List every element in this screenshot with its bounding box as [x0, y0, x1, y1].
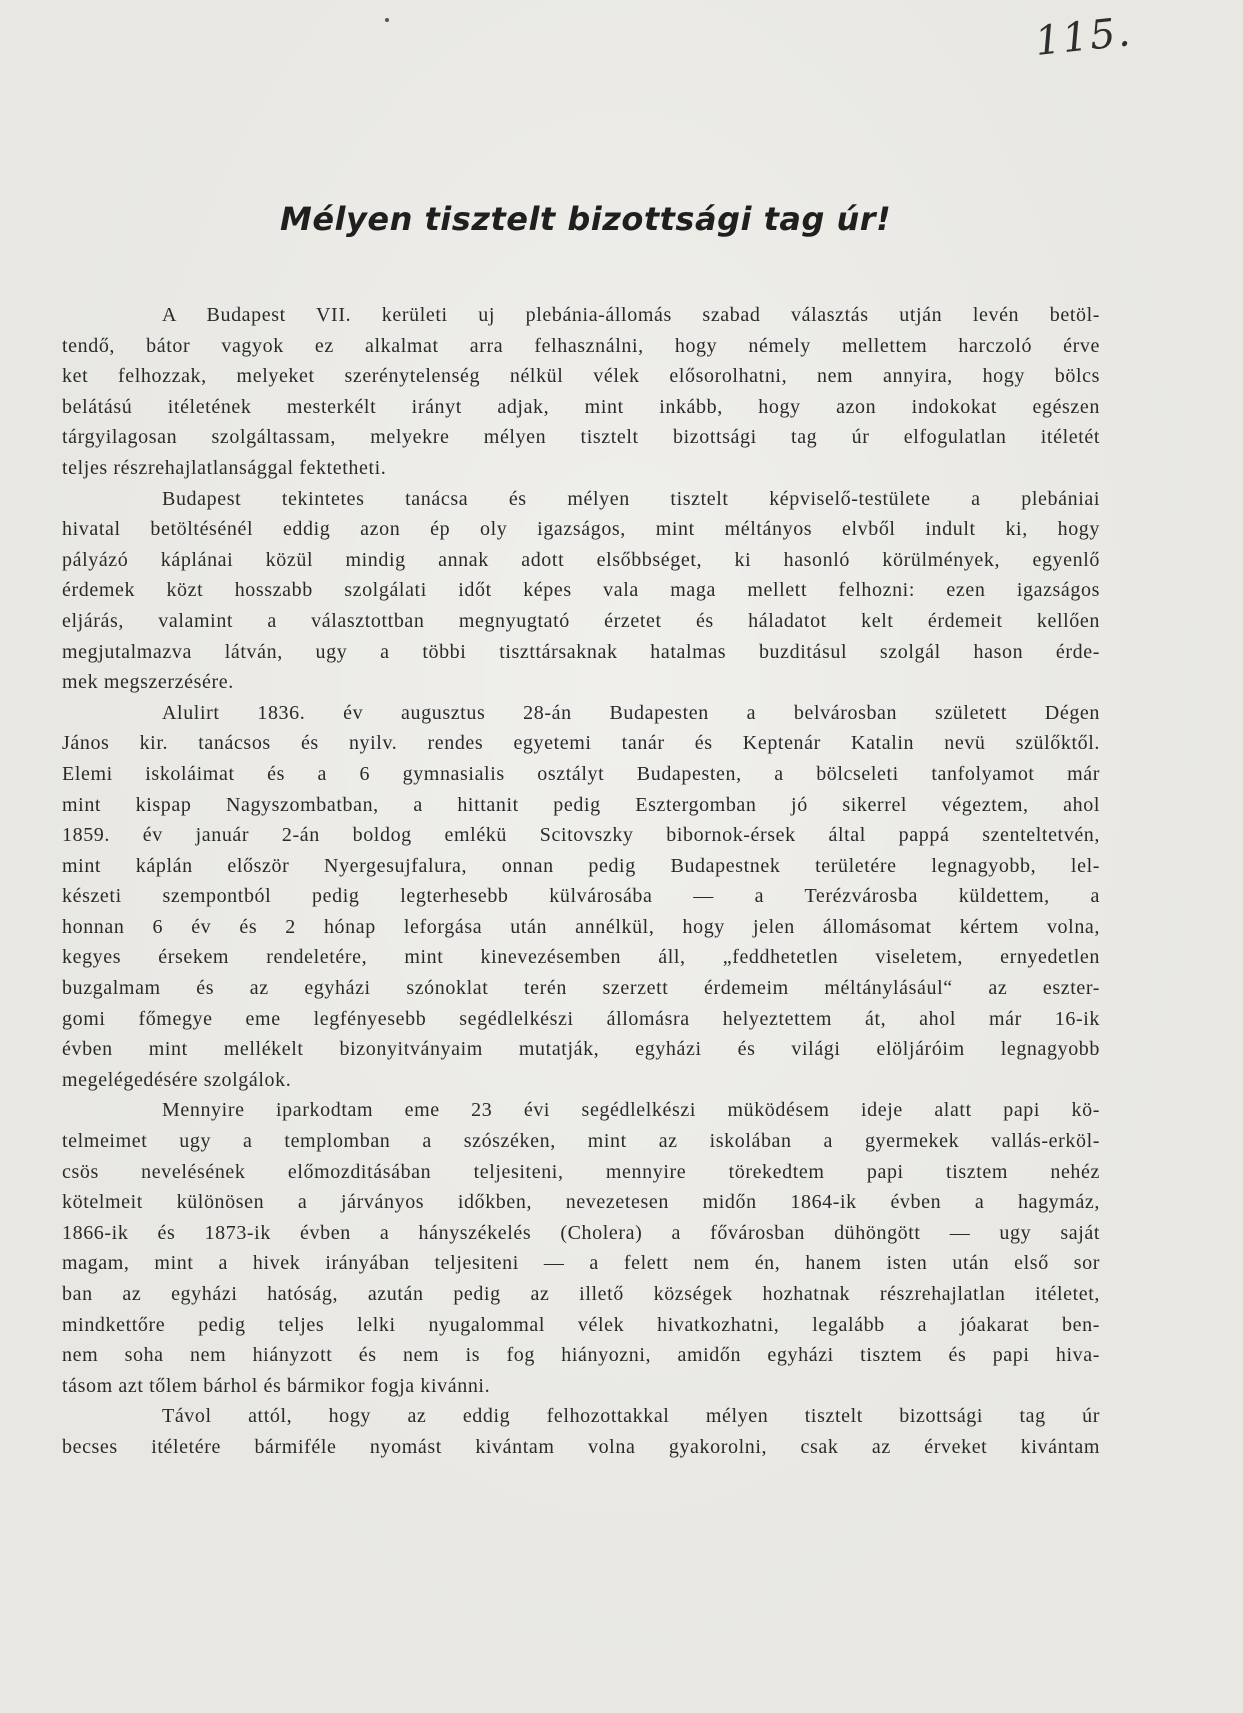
text-line: mek megszerzésére.	[62, 671, 234, 694]
text-line: 1859. év január 2-án boldog emlékü Scitovszky bibornok-érsek által pappá szenteltetvén,	[62, 824, 1100, 847]
text-line: Elemi iskoláimat és a 6 gymnasialis osztályt Budapesten, a bölcseleti tanfolyamot már	[62, 762, 1100, 785]
text-line: honnan 6 év és 2 hónap leforgása után annélkül, hogy jelen állomásomat kértem volna,	[62, 915, 1100, 938]
text-line: Alulirt 1836. év augusztus 28-án Budapesten a belvárosban született Dégen	[162, 701, 1100, 724]
ink-speck	[385, 18, 389, 22]
text-line: készeti szempontból pedig legterhesebb külvárosába — a Terézvárosba küldettem, a	[62, 885, 1100, 908]
text-line: megjutalmazva látván, ugy a többi tiszttársaknak hatalmas buzditásul szolgál hason érde-	[62, 640, 1100, 663]
text-line: teljes részrehajlatlansággal fektetheti.	[62, 456, 387, 479]
text-line: érdemek közt hosszabb szolgálati időt képes vala maga mellett felhozni: ezen igazságos	[62, 579, 1100, 602]
text-line: magam, mint a hivek irányában teljesiteni — a felett nem én, hanem isten után első sor	[62, 1252, 1100, 1275]
text-line: nem soha nem hiányzott és nem is fog hiányozni, amidőn egyházi tisztem és papi hiva-	[62, 1344, 1100, 1367]
text-line: mint kispap Nagyszombatban, a hittanit pedig Esztergomban jó sikerrel végeztem, ahol	[62, 793, 1100, 816]
text-line: eljárás, valamint a választottban megnyugtató érzetet és háladatot kelt érdemeit kellően	[62, 609, 1100, 632]
text-line: mint káplán először Nyergesujfalura, onnan pedig Budapestnek területére legnagyobb, lel-	[62, 854, 1100, 877]
letter-body	[62, 300, 1100, 1463]
text-line: János kir. tanácsos és nyilv. rendes egyetemi tanár és Keptenár Katalin nevü szülőktől.	[62, 732, 1100, 755]
text-line: buzgalmam és az egyházi szónoklat terén szerzett érdemeim méltánylásául“ az eszter-	[62, 977, 1100, 1000]
text-line: A Budapest VII. kerületi uj plebánia-állomás szabad választás utján levén betöl-	[162, 304, 1100, 326]
text-line: kötelmeit különösen a járványos időkben, nevezetesen midőn 1864-ik évben a hagymáz,	[62, 1191, 1100, 1214]
text-line: telmeimet ugy a templomban a szószéken, mint az iskolában a gyermekek vallás-erköl-	[62, 1130, 1100, 1153]
text-line: gomi főmegye eme legfényesebb segédlelkészi állomásra helyeztettem át, ahol már 16-ik	[62, 1007, 1100, 1030]
text-line: belátású itéletének mesterkélt irányt adjak, mint inkább, hogy azon indokokat egészen	[62, 395, 1100, 418]
text-line: kegyes érsekem rendeletére, mint kinevezésemben áll, „feddhetetlen viseletem, ernyedetlen	[62, 946, 1100, 969]
text-line: Mennyire iparkodtam eme 23 évi segédlelkészi müködésem ideje alatt papi kö-	[162, 1099, 1100, 1122]
text-line: 1866-ik és 1873-ik évben a hányszékelés (Cholera) a fővárosban dühöngött — ugy saját	[62, 1221, 1100, 1244]
text-line: mindkettőre pedig teljes lelki nyugalommal vélek hivatkozhatni, legalább a jóakarat ben-	[62, 1313, 1100, 1336]
text-line: évben mint mellékelt bizonyitványaim mutatják, egyházi és világi elöljáróim legnagyobb	[62, 1038, 1100, 1061]
text-line: tendő, bátor vagyok ez alkalmat arra felhasználni, hogy némely mellettem harczoló érve	[62, 334, 1100, 357]
text-line: pályázó káplánai közül mindig annak adott elsőbbséget, ki hasonló körülmények, egyenlő	[62, 548, 1100, 571]
handwritten-page-number: 115.	[1032, 9, 1135, 65]
text-line: becses itéletére bármiféle nyomást kivántam volna gyakorolni, csak az érveket kivántam	[62, 1435, 1100, 1458]
text-line: hivatal betöltésénél eddig azon ép oly igazságos, mint méltányos elvből indult ki, hogy	[62, 518, 1100, 541]
text-line: tárgyilagosan szolgáltassam, melyekre mélyen tisztelt bizottsági tag úr elfogulatlan itéletét	[62, 426, 1100, 449]
text-line: tásom azt tőlem bárhol és bármikor fogja kivánni.	[62, 1374, 491, 1397]
text-line: megelégedésére szolgálok.	[62, 1068, 292, 1091]
text-line: ket felhozzak, melyeket szerénytelenség nélkül vélek elősorolhatni, nem annyira, hogy bölcs	[62, 365, 1100, 388]
text-line: Budapest tekintetes tanácsa és mélyen tisztelt képviselő-testülete a plebániai	[162, 487, 1100, 510]
text-line: ban az egyházi hatóság, azután pedig az illető községek hozhatnak részrehajlatlan itéletet,	[62, 1283, 1100, 1305]
text-line: Távol attól, hogy az eddig felhozottakkal mélyen tisztelt bizottsági tag úr	[162, 1405, 1100, 1428]
salutation-heading: Mélyen tisztelt bizottsági tag úr!	[280, 200, 892, 238]
text-line: csös nevelésének előmozditásában teljesiteni, mennyire törekedtem papi tisztem nehéz	[62, 1160, 1100, 1183]
